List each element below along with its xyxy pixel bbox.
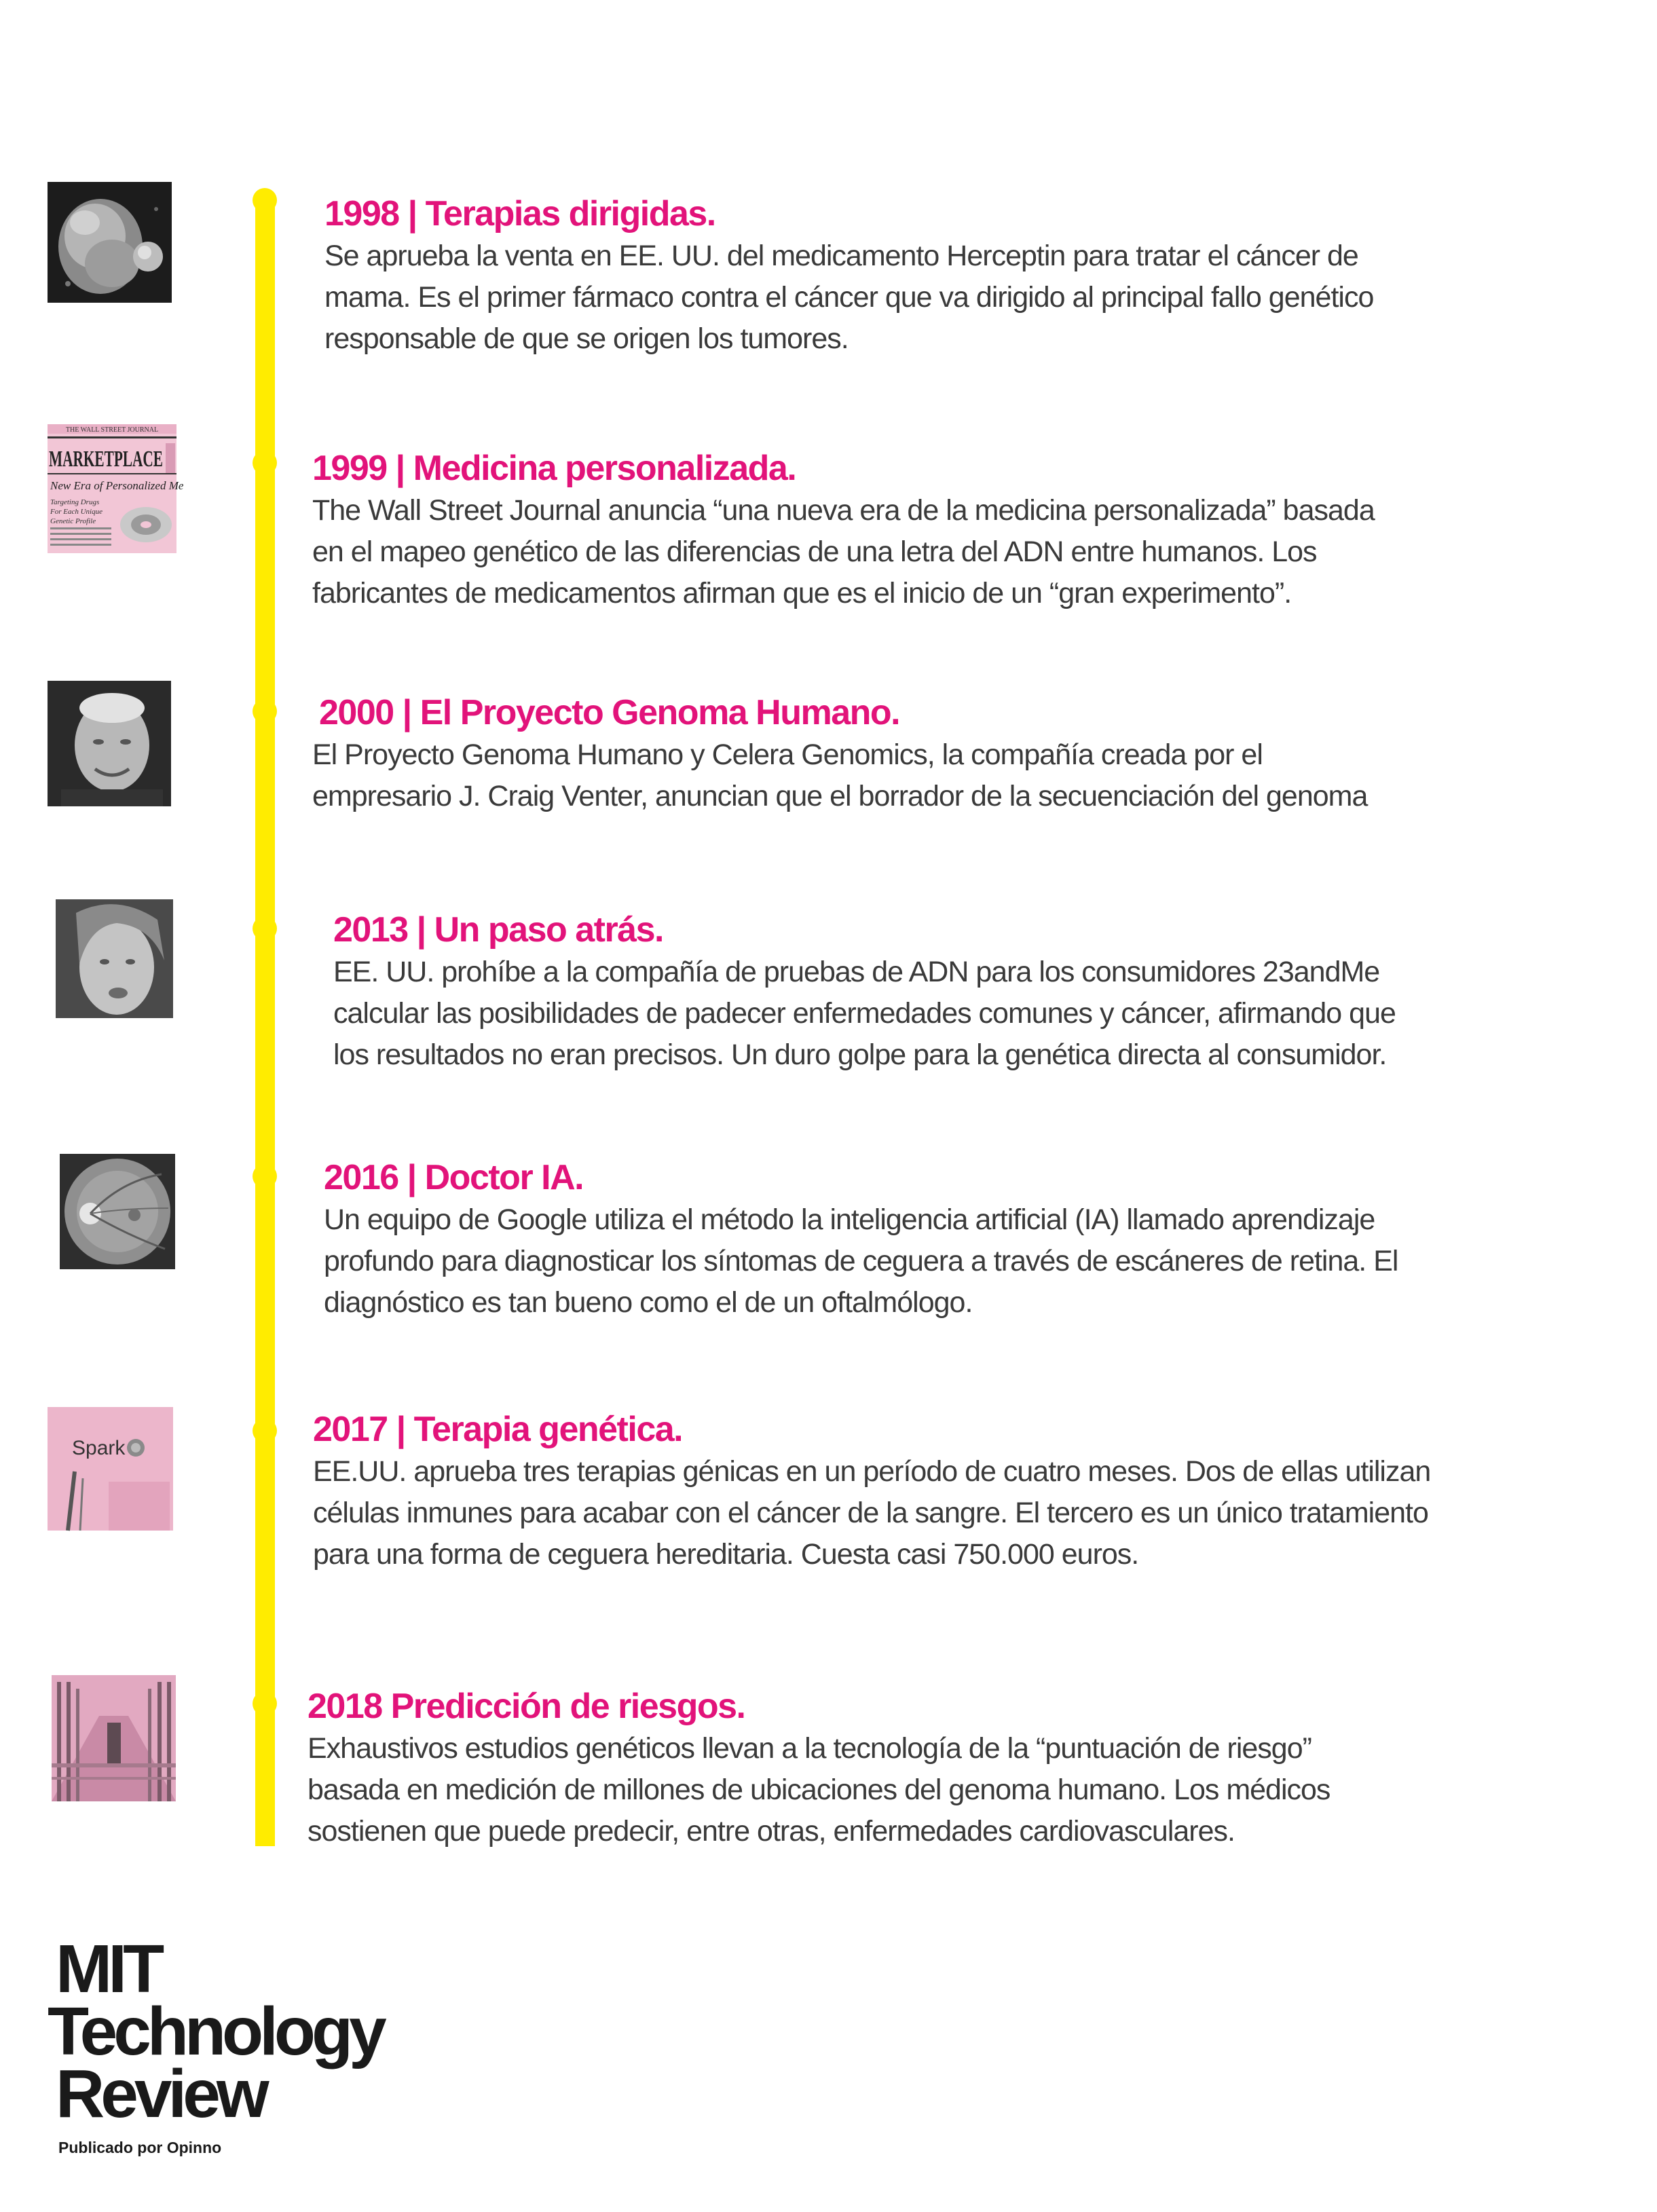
entry-text-line: The Wall Street Journal anuncia “una nueva era de la medicina personalizada” basada [312,494,1375,527]
entry-text-line: diagnóstico es tan bueno como el de un oftalmólogo. [324,1286,973,1319]
newspaper-clipping-image [48,424,184,553]
newspaper-masthead: THE WALL STREET JOURNAL [65,426,159,434]
timeline-dot [253,188,277,212]
newspaper-subline: For Each Unique [50,508,103,516]
mit-technology-review-logo [48,1931,383,2158]
entry-text-line: para una forma de ceguera hereditaria. Cuesta casi 750.000 euros. [313,1538,1139,1571]
timeline-dot [253,1164,277,1188]
entry-title: 2017 | Terapia genética. [313,1410,683,1449]
entry-text [308,1728,1631,1852]
entry-text [313,1451,1637,1575]
timeline-entry-1998 [324,192,1648,360]
spark-lab-image [48,1407,173,1531]
entry-text-line: Se aprueba la venta en EE. UU. del medicamento Herceptin para tratar el cáncer de [324,240,1358,272]
timeline-entry-2018 [308,1685,1631,1852]
entry-title: 2016 | Doctor IA. [324,1158,584,1197]
entry-text-line: EE.UU. aprueba tres terapias génicas en un período de cuatro meses. Dos de ellas utilizan [313,1455,1431,1488]
logo-line: MIT [56,1931,161,2007]
entry-text-line: Exhaustivos estudios genéticos llevan a la tecnología de la “puntuación de riesgo” [308,1732,1311,1765]
portrait-man-image [48,681,171,806]
entry-text-line: células inmunes para acabar con el cáncer de la sangre. El tercero es un único tratamiento [313,1497,1428,1529]
entry-text-line: El Proyecto Genoma Humano y Celera Genomics, la compañía creada por el [312,738,1263,771]
entry-text-line: Un equipo de Google utiliza el método la inteligencia artificial (IA) llamado aprendizaje [324,1203,1375,1236]
newspaper-subline: Targeting Drugs [50,498,100,506]
retina-scan-image [60,1154,175,1269]
timeline-dot [253,916,277,941]
entry-title: 2000 | El Proyecto Genoma Humano. [319,693,900,732]
entry-title: 1998 | Terapias dirigidas. [324,194,715,233]
timeline-dot [253,1691,277,1716]
portrait-woman-image [56,899,173,1018]
entry-text-line: calcular las posibilidades de padecer enfermedades comunes y cáncer, afirmando que [333,997,1396,1030]
logo-line: Review [56,2056,265,2132]
entry-text-line: los resultados no eran precisos. Un duro golpe para la genética directa al consumidor. [333,1038,1387,1071]
logo-subtitle: Publicado por Opinno [58,2139,222,2156]
entry-title: 2018 Predicción de riesgos. [308,1687,745,1726]
logo-line: Technology [48,1993,383,2069]
timeline-entry-1999 [312,447,1636,614]
lab-corridor-image [52,1675,176,1801]
entry-text-line: basada en medición de millones de ubicaciones del genoma humano. Los médicos [308,1774,1330,1806]
timeline-entry-2017 [313,1408,1637,1575]
timeline-entry-2000 [312,691,1636,817]
newspaper-subline: Genetic Profile [50,517,96,525]
entry-text-line: mama. Es el primer fármaco contra el cáncer que va dirigido al principal fallo genético [324,281,1374,314]
timeline-dot [253,451,277,475]
timeline-entry-2016 [324,1156,1647,1324]
timeline-line [255,197,275,1846]
newspaper-headline: New Era of Personalized Me [50,479,184,492]
entry-text [324,1199,1647,1324]
entry-title: 2013 | Un paso atrás. [333,910,663,950]
entry-title: 1999 | Medicina personalizada. [312,449,796,488]
spark-brand-text: Spark [72,1437,126,1459]
entry-text [312,734,1636,817]
newspaper-section: MARKETPLACE [49,447,163,472]
cell-microscopy-image [48,182,172,303]
timeline-dot [253,1419,277,1443]
entry-text-line: empresario J. Craig Venter, anuncian que el borrador de la secuenciación del genoma [312,780,1368,812]
entry-text-line: en el mapeo genético de las diferencias de una letra del ADN entre humanos. Los [312,536,1317,568]
timeline-dot [253,699,277,724]
entry-text-line: profundo para diagnosticar los síntomas de ceguera a través de escáneres de retina. El [324,1245,1398,1277]
entry-text [324,236,1648,360]
entry-text [312,490,1636,614]
entry-text-line: fabricantes de medicamentos afirman que es el inicio de un “gran experimento”. [312,577,1292,610]
entry-text [333,952,1657,1076]
entry-text-line: EE. UU. prohíbe a la compañía de pruebas de ADN para los consumidores 23andMe [333,956,1380,988]
entry-text-line: sostienen que puede predecir, entre otras, enfermedades cardiovasculares. [308,1815,1235,1848]
entry-text-line: responsable de que se origen los tumores. [324,322,849,355]
timeline-entry-2013 [333,908,1657,1076]
